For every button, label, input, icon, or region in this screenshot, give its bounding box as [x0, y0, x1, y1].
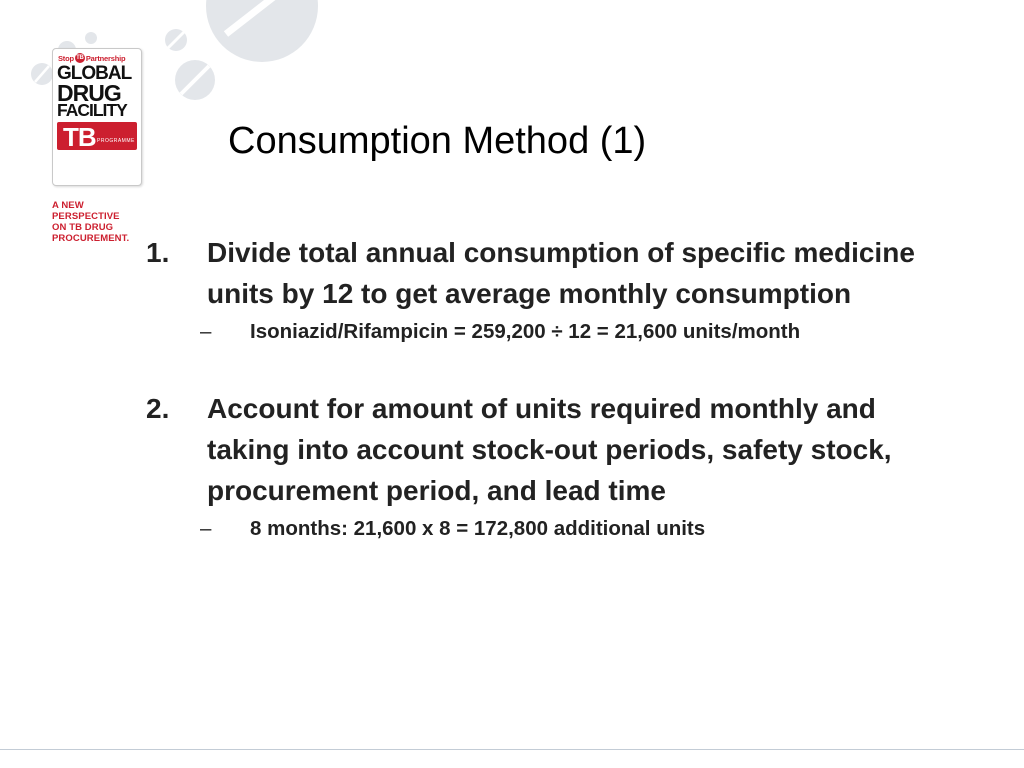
logo-partner-right: Partnership: [85, 53, 126, 63]
list-item-number: 2.: [146, 393, 170, 424]
tagline-line: PERSPECTIVE: [52, 211, 120, 222]
sub-item-marker: –: [200, 517, 212, 540]
list-item: [146, 388, 946, 511]
sub-list-item: [146, 316, 946, 348]
list-item-text: Divide total annual consumption of specific medicine units by 12 to get average monthly consumption: [207, 237, 915, 309]
logo-tagline: [52, 200, 129, 244]
list-item-number: 1.: [146, 237, 170, 268]
tagline-line: ON TB DRUG: [52, 222, 114, 233]
pill-decoration: [0, 0, 340, 120]
logo-wordmark: [57, 63, 137, 120]
slide-body: [146, 232, 946, 545]
tagline-line: PROCUREMENT.: [52, 233, 130, 244]
list-item-text: Account for amount of units required monthly and taking into account stock-out periods, safety stock, procurement period, and lead time: [207, 393, 892, 506]
list-item: [146, 232, 946, 314]
logo-line-facility: FACILITY: [57, 99, 127, 120]
logo-tb-subtext: PROGRAMME: [97, 138, 135, 145]
slide-title: Consumption Method (1): [228, 120, 647, 162]
logo-tb-badge: [57, 122, 137, 150]
sub-item-marker: –: [200, 320, 212, 343]
global-drug-facility-logo: [52, 48, 142, 186]
sub-item-text: Isoniazid/Rifampicin = 259,200 ÷ 12 = 21,600 units/month: [250, 320, 801, 343]
logo-line-global: GLOBAL: [57, 63, 132, 84]
logo-line-drug: DRUG: [57, 79, 121, 106]
sub-list-item: [146, 513, 946, 545]
tagline-line: A NEW: [52, 200, 84, 211]
stop-tb-partnership-mark: [58, 53, 137, 63]
pill-shape: [85, 32, 97, 44]
logo-partner-left: Stop: [58, 53, 74, 63]
footer-divider: [0, 749, 1024, 750]
sub-item-text: 8 months: 21,600 x 8 = 172,800 additional units: [250, 517, 706, 540]
logo-partner-dot: TB: [76, 55, 84, 61]
logo-tb-text: TB: [63, 122, 96, 151]
